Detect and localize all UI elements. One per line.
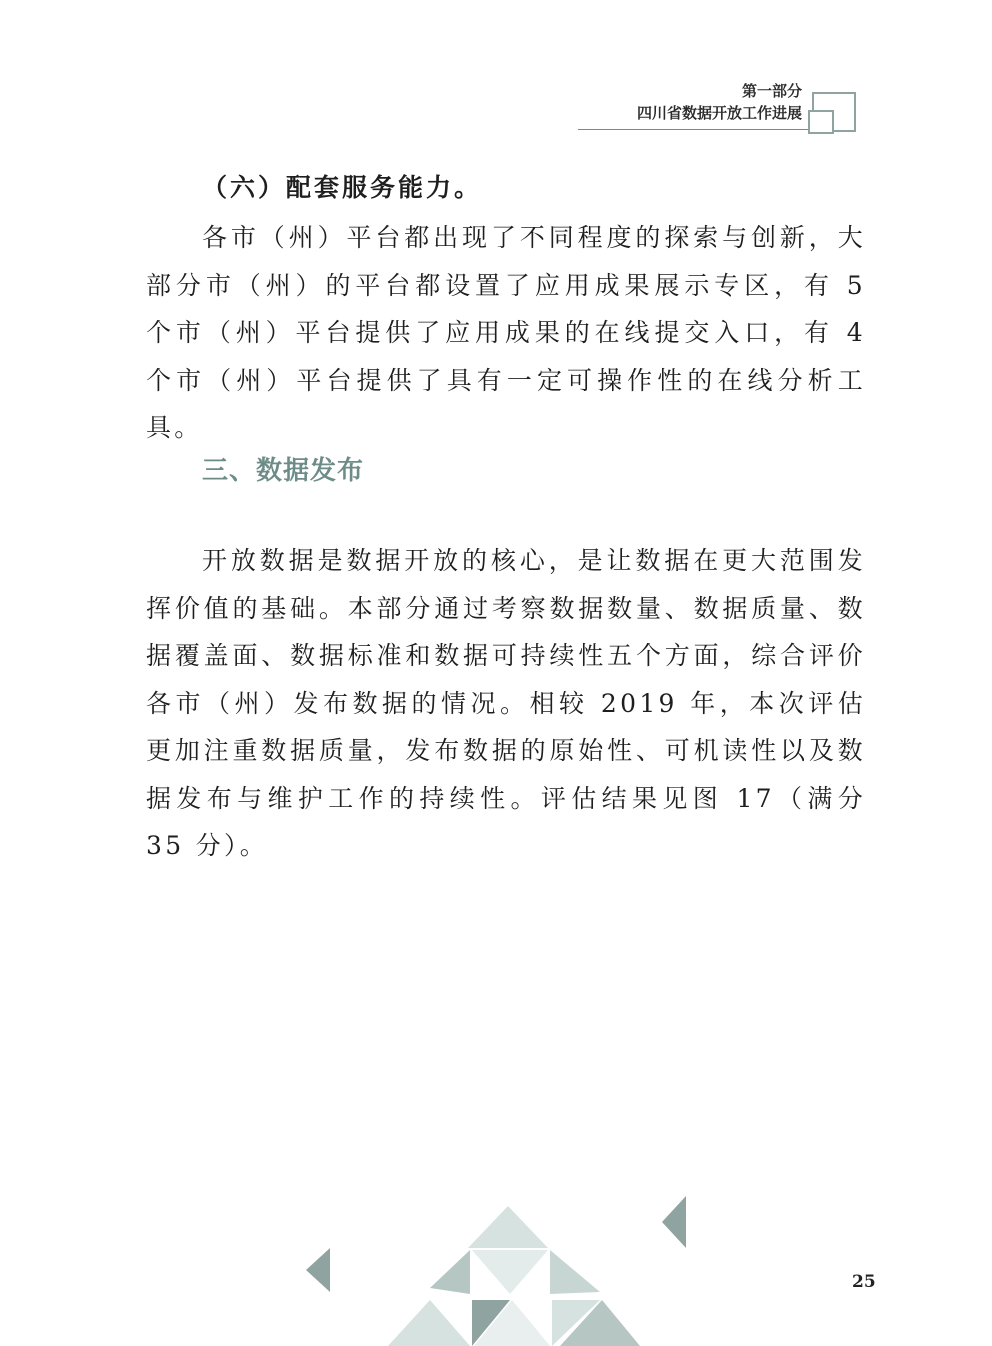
mid-left-triangle: [430, 1250, 470, 1294]
header-chapter-title: 四川省数据开放工作进展: [636, 104, 802, 122]
paragraph-data-release: 开放数据是数据开放的核心，是让数据在更大范围发挥价值的基础。本部分通过考察数据数量、数据质量、数据覆盖面、数据标准和数据可持续性五个方面，综合评价各市（州）发布数据的情况。相较 2019 年，本次评估更加注重数据质量，发布数据的原始性、可机读性以及数据发布与维护工作的持续性。评估结果见图 17（满分 35 分）。: [146, 546, 866, 860]
bottom-left-triangle: [388, 1300, 470, 1346]
header-part-label: 第一部分: [741, 82, 802, 100]
mid-right-triangle: [550, 1250, 600, 1294]
page-number: 25: [852, 1272, 876, 1292]
left-triangle: [306, 1248, 330, 1292]
right-triangle: [662, 1196, 686, 1248]
paragraph-service-capability: 各市（州）平台都出现了不同程度的探索与创新，大部分市（州）的平台都设置了应用成果展示专区，有 5 个市（州）平台提供了应用成果的在线提交入口，有 4 个市（州）平台提供了具有一定可操作性的在线分析工具。: [146, 223, 866, 442]
mid-center-triangle: [472, 1250, 548, 1294]
sub-heading: （六）配套服务能力。: [202, 173, 483, 202]
section-heading: 三、数据发布: [202, 456, 365, 486]
top-triangle: [468, 1206, 548, 1248]
